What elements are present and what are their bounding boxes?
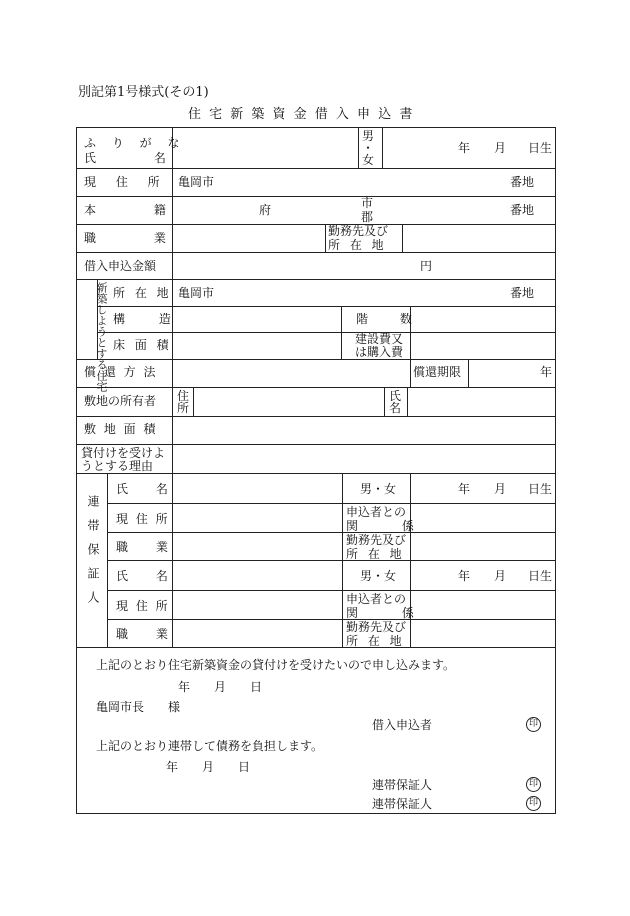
- cost-label-1: 建設費又: [355, 332, 404, 346]
- birth-year-label: 年: [458, 141, 471, 155]
- city-suffix: 市: [361, 196, 374, 210]
- application-statement: 上記のとおり住宅新築資金の貸付けを受けたいので申し込みます。: [96, 658, 456, 672]
- sex-dot: ・: [362, 141, 375, 155]
- address-city: 亀岡市: [178, 175, 215, 189]
- job-label: 職 業: [84, 231, 166, 245]
- guarantee-date-year: 年: [166, 760, 179, 774]
- reason-label-2: うとする理由: [81, 459, 154, 473]
- site-owner-name-label-1: 氏: [389, 389, 402, 403]
- applicant-signature-label: 借入申込者: [372, 718, 433, 732]
- sex-female-label: 女: [362, 153, 375, 167]
- honseki-banchi: 番地: [510, 203, 535, 217]
- reason-label-1: 貸付けを受けよ: [81, 446, 166, 460]
- site-owner-label: 敷地の所有者: [84, 394, 157, 408]
- prefecture-suffix: 府: [259, 203, 272, 217]
- guarantor2-address-label: 現 住 所: [116, 599, 168, 613]
- birth-day-label: 日生: [528, 141, 553, 155]
- floors-label: 階 数: [356, 312, 412, 326]
- guarantor1-relation-label-1: 申込者との: [346, 505, 407, 519]
- addressee-honorific: 様: [168, 700, 181, 714]
- repayment-year-unit: 年: [540, 365, 553, 379]
- new-house-group-label: 新築しようとする住宅: [95, 282, 108, 392]
- guarantor1-relation-label-2: 関 係: [346, 519, 414, 533]
- birth-month-label: 月: [494, 141, 507, 155]
- guarantor2-sex: 男・女: [360, 569, 397, 583]
- apply-date-year: 年: [178, 680, 191, 694]
- apply-date-day: 日: [250, 680, 263, 694]
- guarantor2-job-label: 職 業: [116, 627, 168, 641]
- guarantee-date-month: 月: [202, 760, 215, 774]
- guarantor2-workplace-label-2: 所 在 地: [346, 634, 402, 648]
- cost-label-2: は購入費: [355, 345, 404, 359]
- guarantee-date-day: 日: [238, 760, 251, 774]
- guarantor2-birth-day: 日生: [528, 569, 553, 583]
- guarantor1-birth-day: 日生: [528, 482, 553, 496]
- guarantor2-birth-month: 月: [494, 569, 507, 583]
- loan-amount-label: 借入申込金額: [84, 259, 157, 273]
- guarantor1-signature-label: 連帯保証人: [372, 778, 433, 792]
- guarantor2-workplace-label-1: 勤務先及び: [346, 620, 407, 634]
- guarantor1-address-label: 現 住 所: [116, 512, 168, 526]
- guarantor1-job-label: 職 業: [116, 540, 168, 554]
- house-location-banchi: 番地: [510, 286, 535, 300]
- site-owner-name-label-2: 名: [389, 401, 402, 415]
- guarantor1-workplace-label-1: 勤務先及び: [346, 533, 407, 547]
- house-location-city: 亀岡市: [178, 286, 215, 300]
- repayment-method-label: 償 還 方 法: [84, 365, 156, 379]
- county-suffix: 郡: [361, 210, 374, 224]
- workplace-label-2: 所 在 地: [328, 238, 384, 252]
- guarantor1-name-label: 氏 名: [116, 482, 168, 496]
- sex-male-label: 男: [362, 129, 375, 143]
- guarantee-statement: 上記のとおり連帯して債務を負担します。: [96, 739, 324, 753]
- guarantor2-name-label: 氏 名: [116, 569, 168, 583]
- guarantor2-relation-label-2: 関 係: [346, 606, 414, 620]
- address-banchi: 番地: [510, 175, 535, 189]
- house-location-label: 所 在 地: [113, 286, 169, 300]
- addressee: 亀岡市長: [96, 700, 145, 714]
- form-title: 住 宅 新 築 資 金 借 入 申 込 書: [188, 107, 415, 122]
- structure-label: 構 造: [113, 312, 171, 326]
- furigana-label: ふ り が な: [84, 136, 186, 150]
- guarantor1-seal-mark: 印: [526, 777, 541, 792]
- site-address-label-2: 所: [177, 401, 190, 415]
- honseki-label: 本 籍: [84, 203, 166, 217]
- guarantor2-birth-year: 年: [458, 569, 471, 583]
- guarantor1-birth-year: 年: [458, 482, 471, 496]
- site-address-label-1: 住: [177, 389, 190, 403]
- floor-area-label: 床 面 積: [113, 338, 169, 352]
- applicant-seal-mark: 印: [526, 717, 541, 732]
- apply-date-month: 月: [214, 680, 227, 694]
- guarantor-group-label: 連帯保証人: [86, 495, 100, 615]
- site-area-label: 敷 地 面 積: [84, 422, 156, 436]
- name-input[interactable]: [173, 129, 280, 167]
- guarantor2-relation-label-1: 申込者との: [346, 592, 407, 606]
- yen-unit: 円: [420, 259, 433, 273]
- guarantor2-seal-mark: 印: [526, 796, 541, 811]
- repayment-period-label: 償還期限: [413, 365, 462, 379]
- guarantor2-signature-label: 連帯保証人: [372, 797, 433, 811]
- name-label: 氏 名: [84, 151, 166, 165]
- workplace-label-1: 勤務先及び: [328, 224, 389, 238]
- form-number: 別記第1号様式(その1): [78, 85, 209, 100]
- guarantor1-sex: 男・女: [360, 482, 397, 496]
- address-label: 現 住 所: [84, 175, 160, 189]
- guarantor1-workplace-label-2: 所 在 地: [346, 547, 402, 561]
- guarantor1-birth-month: 月: [494, 482, 507, 496]
